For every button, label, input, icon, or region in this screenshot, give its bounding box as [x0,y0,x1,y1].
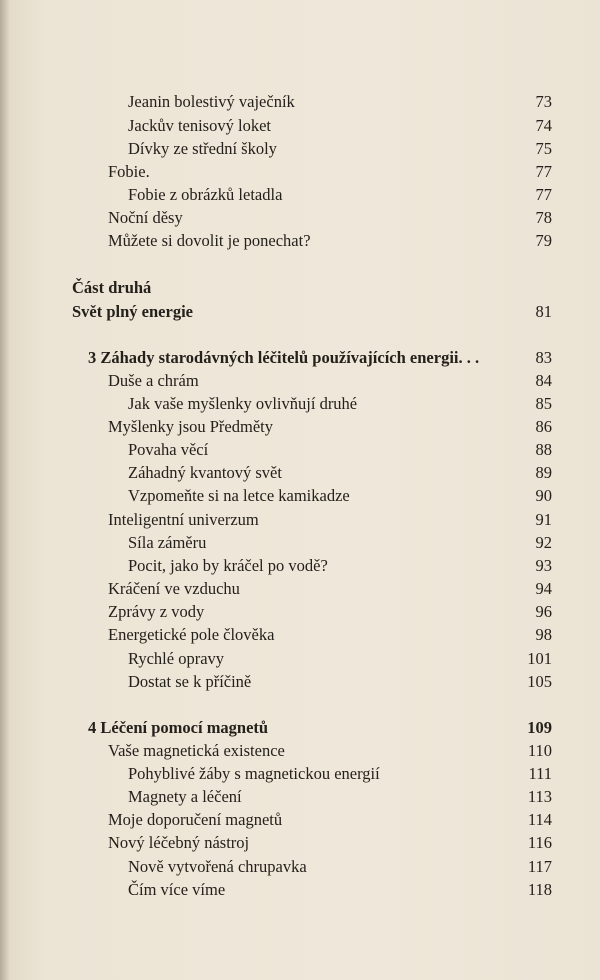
toc-entry-page: 101 [527,649,552,668]
toc-entry [0,369,600,392]
part-title [0,300,600,323]
toc-entry [0,577,600,600]
toc-entry-page: 77 [535,162,552,181]
toc-entry-title: Povaha věcí [128,440,209,459]
toc-entry-page: 90 [535,486,552,505]
toc-entry-page: 113 [527,787,552,806]
toc-entry-title: Moje doporučení magnetů [108,810,283,829]
chapter-title: 4 Léčení pomocí magnetů [88,718,269,737]
toc-entry-page: 110 [527,741,552,760]
toc-entry-page: 105 [527,672,552,691]
toc-entry [0,114,600,137]
toc-entry-title: Energetické pole člověka [108,625,275,644]
toc-entry [0,484,600,507]
part-label: Část druhá [72,278,152,297]
toc-entry-page: 96 [535,602,552,621]
chapter-title: 3 Záhady starodávných léčitelů používajících energii. . . [88,348,480,367]
toc-entry-title: Dostat se k příčině [128,672,252,691]
toc-entry-title: Fobie. [108,162,150,181]
toc-entry [0,137,600,160]
toc-entry [0,600,600,623]
part-title-text: Svět plný energie [72,302,193,321]
toc-entry-page: 79 [535,231,552,250]
toc-entry-title: Duše a chrám [108,371,199,390]
toc-entry-title: Dívky ze střední školy [128,139,277,158]
toc-entry [0,183,600,206]
toc-entry-title: Jak vaše myšlenky ovlivňují druhé [128,394,358,413]
toc-entry-page: 74 [535,116,552,135]
toc-entry [0,415,600,438]
toc-entry-title: Inteligentní univerzum [108,510,259,529]
toc-entry-title: Jackův tenisový loket [128,116,271,135]
toc-entry [0,670,600,693]
toc-entry-page: 89 [535,463,552,482]
toc-entry-title: Nový léčebný nástroj [108,833,250,852]
toc-entry-title: Zprávy z vody [108,602,205,621]
toc-entry [0,229,600,252]
toc-entry [0,90,600,113]
toc-entry-page: 111 [528,764,552,783]
toc-entry [0,623,600,646]
toc-entry-page: 94 [535,579,552,598]
toc-entry-page: 81 [535,302,552,321]
toc-entry-page: 93 [535,556,552,575]
toc-entry-page: 92 [535,533,552,552]
toc-entry [0,808,600,831]
toc-entry [0,762,600,785]
toc-entry-page: 84 [535,371,552,390]
toc-entry-title: Kráčení ve vzduchu [108,579,240,598]
toc-entry [0,438,600,461]
toc-entry-page: 118 [527,880,552,899]
toc-entry-title: Myšlenky jsou Předměty [108,417,273,436]
toc-entry [0,878,600,901]
chapter-heading [0,716,600,739]
toc-entry [0,855,600,878]
toc-entry-title: Vaše magnetická existence [108,741,285,760]
toc-entry [0,554,600,577]
toc-entry-page: 98 [535,625,552,644]
toc-entry-title: Magnety a léčení [128,787,242,806]
toc-entry-page: 117 [527,857,552,876]
toc-entry-title: Můžete si dovolit je ponechat? [108,231,311,250]
toc-entry-page: 75 [535,139,552,158]
toc-entry [0,647,600,670]
toc-entry-page: 109 [527,718,552,737]
toc-entry-title: Síla záměru [128,533,207,552]
toc-entry-page: 86 [535,417,552,436]
toc-entry-page: 88 [535,440,552,459]
toc-entry [0,508,600,531]
toc-entry-title: Pohyblivé žáby s magnetickou energií [128,764,380,783]
part-heading [0,276,600,299]
toc-entry-title: Noční děsy [108,208,183,227]
toc-entry-title: Nově vytvořená chrupavka [128,857,307,876]
toc-entry [0,392,600,415]
toc-entry [0,461,600,484]
toc-entry-page: 78 [535,208,552,227]
toc-entry [0,739,600,762]
toc-entry-page: 114 [527,810,552,829]
toc-entry-page: 77 [535,185,552,204]
toc-entry-title: Pocit, jako by kráčel po vodě? [128,556,328,575]
toc-entry-page: 83 [535,348,552,367]
toc-entry-page: 116 [527,833,552,852]
toc-entry [0,160,600,183]
toc-entry-title: Vzpomeňte si na letce kamikadze [128,486,350,505]
toc-entry-title: Záhadný kvantový svět [128,463,282,482]
toc-entry-page: 85 [535,394,552,413]
toc-entry-title: Čím více víme [128,880,226,899]
toc-entry [0,785,600,808]
toc-entry-page: 91 [535,510,552,529]
toc-entry-title: Rychlé opravy [128,649,225,668]
toc-entry-title: Fobie z obrázků letadla [128,185,283,204]
toc-entry-page: 73 [535,92,552,111]
toc-entry [0,531,600,554]
toc-entry [0,831,600,854]
chapter-heading [0,346,600,369]
toc-entry-title: Jeanin bolestivý vaječník [128,92,295,111]
toc-entry [0,206,600,229]
